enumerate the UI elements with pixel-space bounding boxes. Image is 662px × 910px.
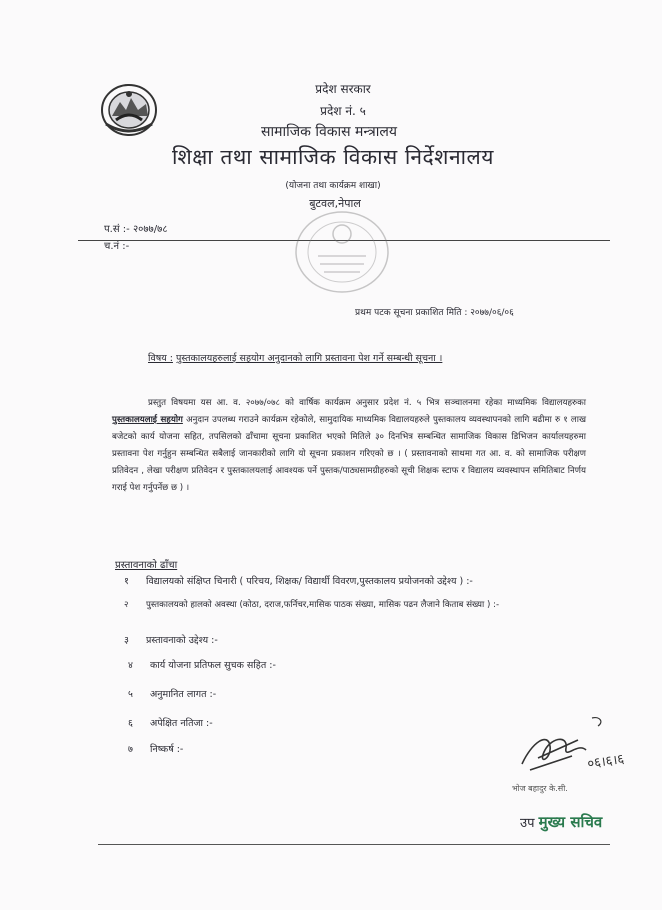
signatory-designation bbox=[520, 812, 602, 832]
item-text: प्रस्तावनाको उद्देश्य :- bbox=[146, 635, 218, 646]
signatory-name: भोज बहादुर के.सी. bbox=[512, 784, 568, 793]
handwritten-signature bbox=[508, 712, 648, 782]
proposal-item bbox=[128, 658, 276, 671]
signature-date: ०६।६।६ bbox=[586, 751, 626, 772]
proposal-item bbox=[124, 598, 499, 610]
designation-prefix: उप bbox=[520, 816, 535, 831]
proposal-item bbox=[124, 633, 218, 646]
dispatch-number: च.नं :- bbox=[104, 241, 130, 252]
proposal-item bbox=[124, 574, 473, 587]
notice-body-paragraph bbox=[112, 395, 586, 497]
proposal-item bbox=[128, 716, 213, 729]
body-text-part1: प्रस्तुत विषयमा यस आ. व. २०७७/०७८ को वार्षिक कार्यक्रम अनुसार प्रदेश नं. ५ भित्र सञ्चालनमा रहेका माध्यमिक विद्यालयहरुका bbox=[148, 398, 586, 408]
publication-date: प्रथम पटक सूचना प्रकाशित मिति : २०७७/०६/०६ bbox=[355, 308, 514, 318]
subject-prefix: विषय : bbox=[148, 353, 173, 364]
header-line-province-no: प्रदेश नं. ५ bbox=[320, 104, 366, 118]
body-text-part2: अनुदान उपलब्ध गराउने कार्यक्रम रहेकोले, सामुदायिक माध्यमिक विद्यालयहरुले पुस्तकालय व्यवस्थापनको लागि बढीमा रु १ लाख बजेटको कार्य योजना सहित, तपसिलको ढाँचामा सूचना प्रकाशित भएको मितिले ३० दिनभित्र सम्बन्धित सामाजिक विकास डिभिजन कार्यालयहरुमा प्रस्तावना पेश गर्नुहुन सम्बन्धित सबैलाई जानकारीको लागि यो सूचना प्रकाशन गरिएको छ । ( प्रस्तावनाको साथमा गत आ. व. को सामाजिक परीक्षण प्रतिवेदन , लेखा परीक्षण प्रतिवेदन र पुस्तकालयलाई आवश्यक पर्ने पुस्तक/पाठ्यसामग्रीहरुको सूची शिक्षक स्टाफ र विद्यालय व्यवस्थापन समितिबाट निर्णय गराई पेश गर्नुपर्नेछ छ ) । bbox=[112, 415, 586, 493]
item-number: ६ bbox=[128, 718, 133, 729]
proposal-item bbox=[128, 742, 183, 755]
item-text: अपेक्षित नतिजा :- bbox=[150, 718, 213, 729]
item-number: १ bbox=[124, 576, 129, 587]
item-number: ५ bbox=[128, 689, 133, 700]
office-seal-stamp-icon bbox=[290, 206, 394, 298]
footer-divider bbox=[98, 844, 610, 845]
item-text: पुस्तकालयको हालको अवस्था (कोठा, दराज,फर्निचर,मासिक पाठक संख्या, मासिक पढन लैजाने किताब संख्या ) :- bbox=[146, 600, 500, 610]
header-branch: (योजना तथा कार्यक्रम शाखा) bbox=[285, 181, 381, 191]
proposal-format-title: प्रस्तावनाको ढाँचा bbox=[115, 560, 178, 571]
subject-line bbox=[148, 351, 442, 364]
item-text: विद्यालयको संक्षिप्त चिनारी ( परिचय, शिक्षक/ विद्यार्थी विवरण,पुस्तकालय प्रयोजनको उद्देश्य ) :- bbox=[146, 576, 473, 587]
body-highlight: पुस्तकालयलाई सहयोग bbox=[112, 415, 183, 425]
designation-stamp: मुख्य सचिव bbox=[538, 813, 603, 831]
header-line-ministry: सामाजिक विकास मन्त्रालय bbox=[261, 124, 397, 140]
item-number: ७ bbox=[128, 744, 133, 755]
item-text: कार्य योजना प्रतिफल सुचक सहित :- bbox=[150, 660, 276, 671]
item-number: ४ bbox=[128, 660, 133, 671]
subject-text: पुस्तकालयहरुलाई सहयोग अनुदानको लागि प्रस्तावना पेश गर्ने सम्बन्धी सूचना । bbox=[176, 353, 443, 364]
item-text: अनुमानित लागत :- bbox=[150, 689, 217, 700]
header-office-name: शिक्षा तथा सामाजिक विकास निर्देशनालय bbox=[172, 145, 494, 169]
proposal-item bbox=[128, 687, 216, 700]
letter-number: प.सं :- २०७७/७८ bbox=[104, 224, 168, 235]
header-location: बुटवल,नेपाल bbox=[309, 197, 361, 210]
item-text: निष्कर्ष :- bbox=[150, 744, 184, 755]
item-number: २ bbox=[124, 600, 129, 610]
item-number: ३ bbox=[124, 635, 129, 646]
header-line-province-govt: प्रदेश सरकार bbox=[315, 82, 371, 96]
